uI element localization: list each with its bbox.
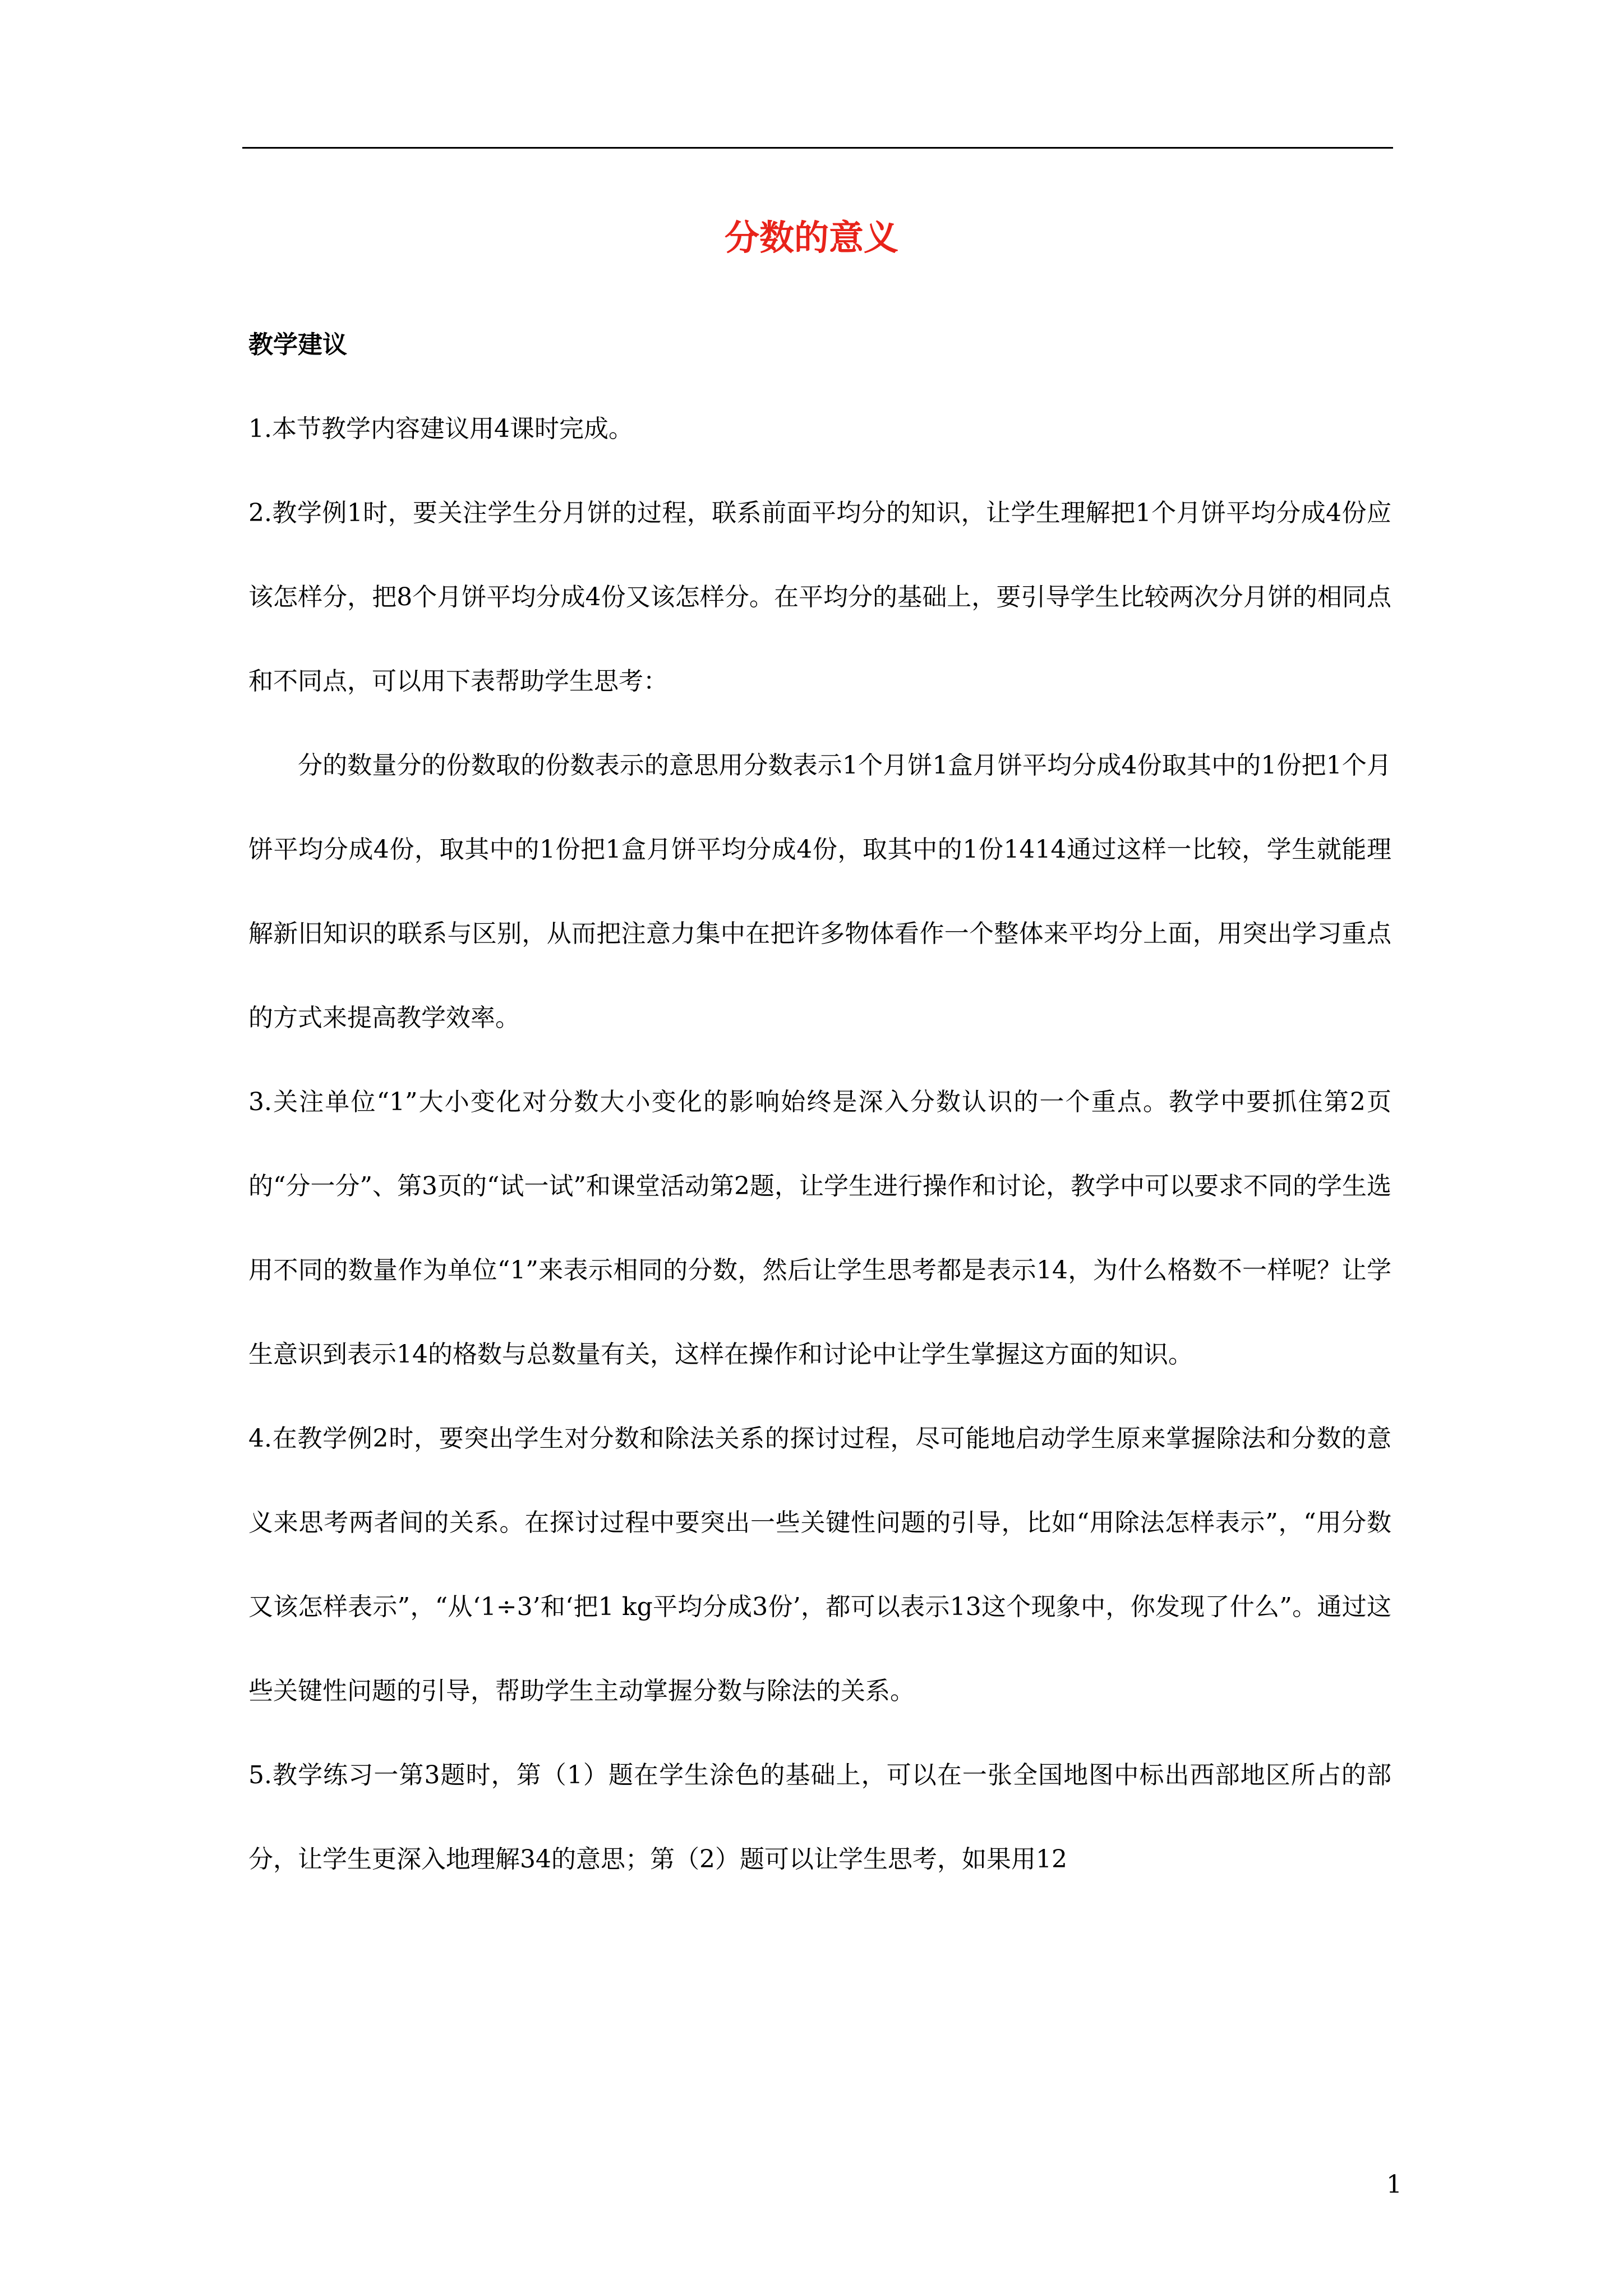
document-title: 分数的意义 <box>724 217 898 258</box>
paragraph-4: 4.在教学例2时，要突出学生对分数和除法关系的探讨过程，尽可能地启动学生原来掌握除法和分数的意义来思考两者间的关系。在探讨过程中要突出一些关键性问题的引导，比如“用除法怎样表示”，“用分数又该怎样表示”，“从‘1÷3’和‘把1 kg平均分成3份’，都可以表示13这个现象中，你发现了什么”。通过这些关键性问题的引导，帮助学生主动掌握分数与除法的关系。 <box>248 1424 1391 1705</box>
page-number: 1 <box>1386 2170 1402 2199</box>
paragraph-1: 1.本节教学内容建议用4课时完成。 <box>248 415 633 443</box>
document-body <box>248 303 1391 1902</box>
paragraph-5: 5.教学练习一第3题时，第（1）题在学生涂色的基础上，可以在一张全国地图中标出西部地区所占的部分，让学生更深入地理解34的意思；第（2）题可以让学生思考，如果用12 <box>248 1761 1391 1874</box>
paragraph-3: 3.关注单位“1”大小变化对分数大小变化的影响始终是深入分数认识的一个重点。教学中要抓住第2页的“分一分”、第3页的“试一试”和课堂活动第2题，让学生进行操作和讨论，教学中可以要求不同的学生选用不同的数量作为单位“1”来表示相同的分数，然后让学生思考都是表示14，为什么格数不一样呢？让学生意识到表示14的格数与总数量有关，这样在操作和讨论中让学生掌握这方面的知识。 <box>248 1088 1391 1369</box>
section-heading: 教学建议 <box>248 330 347 359</box>
paragraph-2: 2.教学例1时，要关注学生分月饼的过程，联系前面平均分的知识，让学生理解把1个月饼平均分成4份应该怎样分，把8个月饼平均分成4份又该怎样分。在平均分的基础上，要引导学生比较两次分月饼的相同点和不同点，可以用下表帮助学生思考： <box>248 499 1391 696</box>
paragraph-table-text: 分的数量分的份数取的份数表示的意思用分数表示1个月饼1盒月饼平均分成4份取其中的1份把1个月饼平均分成4份，取其中的1份把1盒月饼平均分成4份，取其中的1份1414通过这样一比较，学生就能理解新旧知识的联系与区别，从而把注意力集中在把许多物体看作一个整体来平均分上面，用突出学习重点的方式来提高教学效率。 <box>248 751 1391 1032</box>
header-rule <box>242 147 1393 149</box>
